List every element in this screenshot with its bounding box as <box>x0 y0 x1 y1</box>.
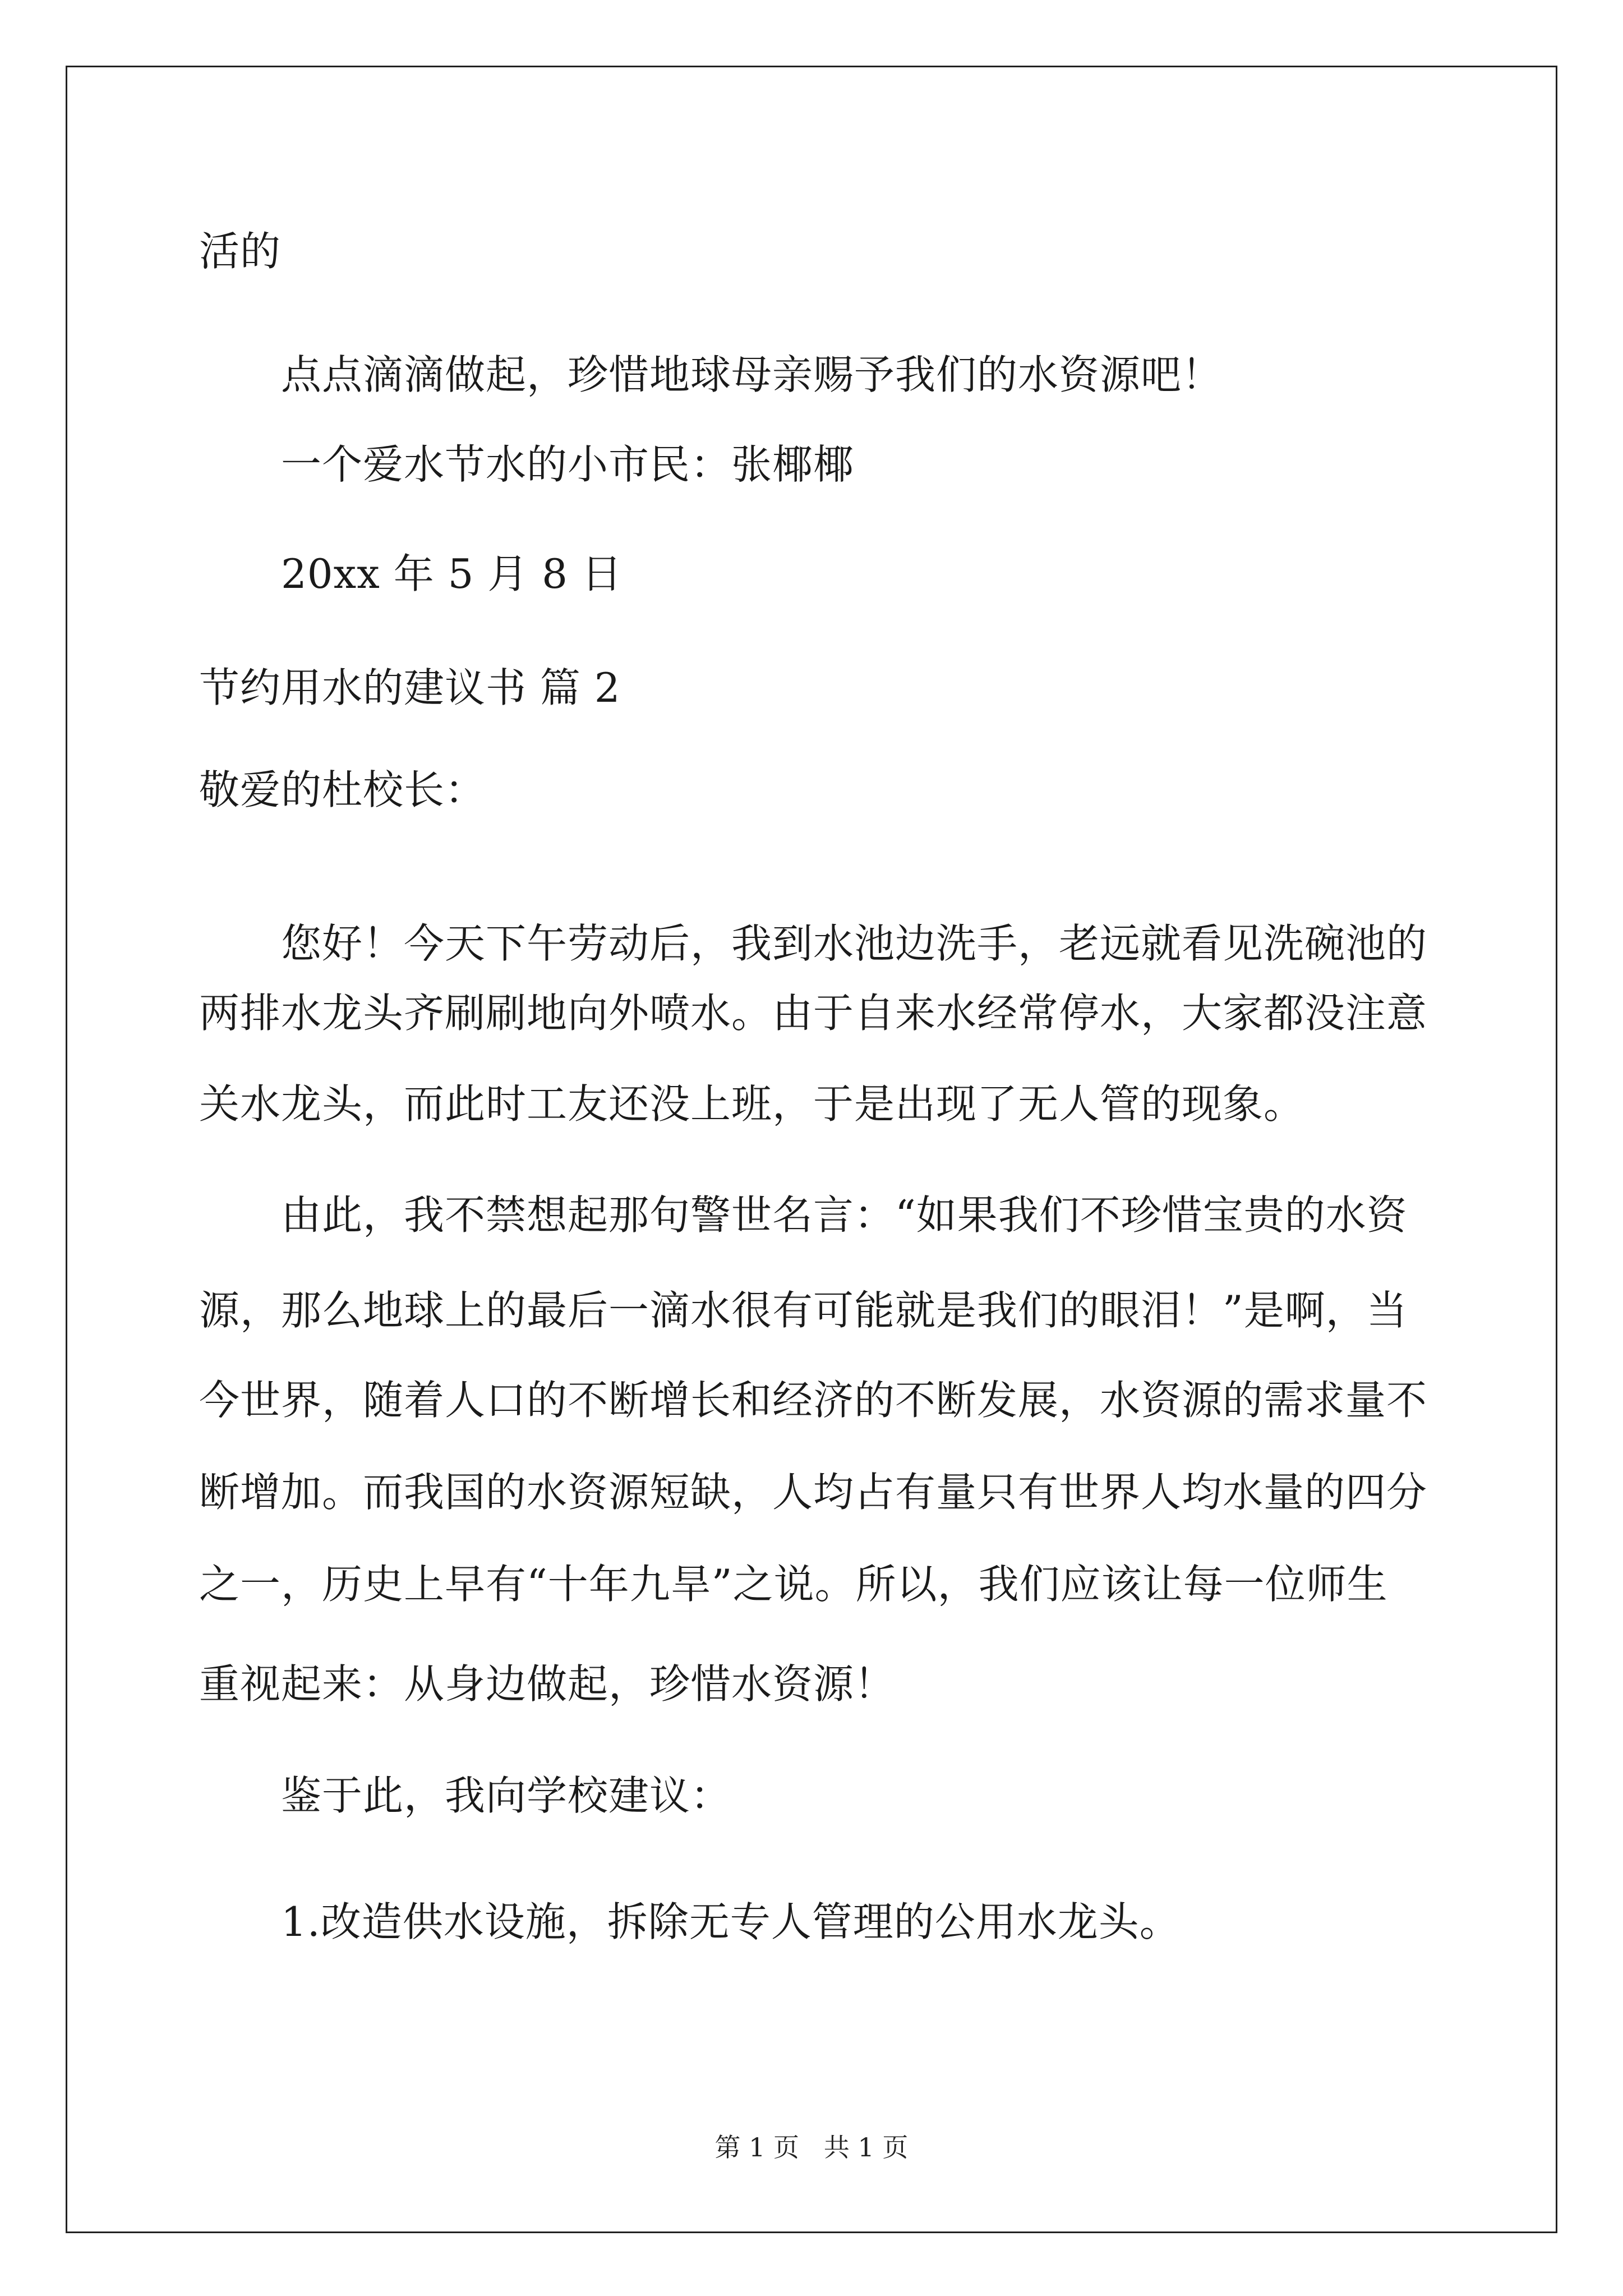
list-item: 1.改造供水设施，拆除无专人管理的公用水龙头。 <box>281 1898 1181 1945</box>
text-line: 两排水龙头齐刷刷地向外喷水。由于自来水经常停水，大家都没注意 <box>199 990 1428 1037</box>
text-line: 今世界，随着人口的不断增长和经济的不断发展，水资源的需求量不 <box>199 1377 1428 1424</box>
text-line: 重视起来：从身边做起，珍惜水资源！ <box>199 1660 896 1708</box>
text-line: 您好！今天下午劳动后，我到水池边洗手，老远就看见洗碗池的 <box>281 920 1428 967</box>
text-line: 点点滴滴做起，珍惜地球母亲赐予我们的水资源吧！ <box>281 351 1223 398</box>
section-heading: 节约用水的建议书 篇 2 <box>199 664 621 711</box>
signature-line: 一个爱水节水的小市民：张椰椰 <box>281 441 855 488</box>
text-line: 活的 <box>199 228 282 275</box>
text-line: 之一，历史上早有“十年九旱”之说。所以，我们应该让每一位师生 <box>199 1561 1388 1608</box>
text-line: 由此，我不禁想起那句警世名言：“如果我们不珍惜宝贵的水资 <box>281 1191 1408 1239</box>
text-line: 源，那么地球上的最后一滴水很有可能就是我们的眼泪！”是啊，当 <box>199 1287 1408 1334</box>
page-footer: 第 1 页 共 1 页 <box>714 2132 909 2162</box>
text-line: 鉴于此，我向学校建议： <box>281 1772 732 1819</box>
date-line: 20xx 年 5 月 8 日 <box>281 550 623 597</box>
salutation: 敬爱的杜校长： <box>199 766 486 813</box>
text-line: 关水龙头，而此时工友还没上班，于是出现了无人管的现象。 <box>199 1080 1305 1128</box>
text-line: 断增加。而我国的水资源短缺，人均占有量只有世界人均水量的四分 <box>199 1469 1428 1516</box>
